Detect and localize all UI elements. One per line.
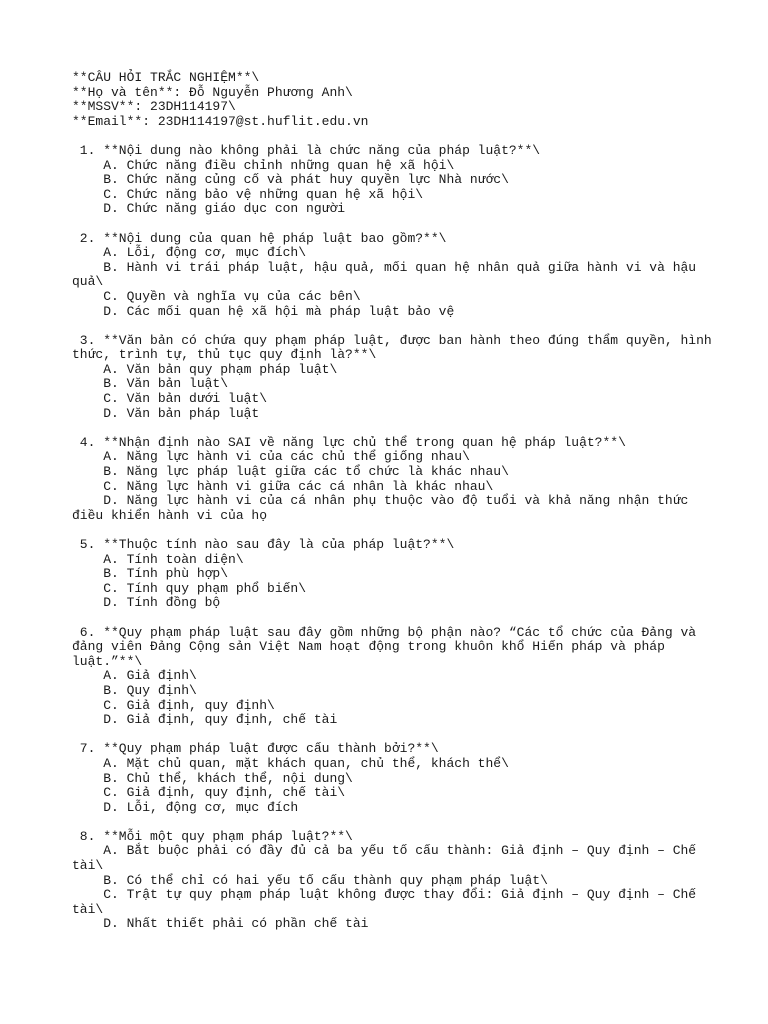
- option-d: D. Tính đồng bộ: [72, 595, 221, 611]
- blank-line: [72, 523, 696, 538]
- document-title: **CÂU HỎI TRẮC NGHIỆM**\: [72, 70, 260, 85]
- option-b: B. Năng lực pháp luật giữa các tổ chức là khác nhau\: [72, 464, 509, 480]
- option-c: C. Quyền và nghĩa vụ của các bên\: [72, 288, 361, 304]
- question-2: [72, 232, 696, 320]
- option-c: tài\: [72, 901, 104, 917]
- option-a: A. Giả định\: [72, 668, 197, 684]
- option-d: D. Giả định, quy định, chế tài: [72, 712, 338, 728]
- blank-line: [72, 728, 696, 743]
- option-d: D. Văn bản pháp luật: [72, 405, 260, 421]
- option-a: A. Mặt chủ quan, mặt khách quan, chủ thể, khách thể\: [72, 755, 509, 771]
- option-b: quả\: [72, 274, 104, 290]
- option-c: C. Năng lực hành vi giữa các cá nhân là khác nhau\: [72, 478, 494, 494]
- option-c: C. Văn bản dưới luật\: [72, 391, 268, 407]
- option-a: A. Văn bản quy phạm pháp luật\: [72, 361, 338, 377]
- option-a: A. Tính toàn diện\: [72, 551, 244, 567]
- option-b: B. Chủ thể, khách thể, nội dung\: [72, 770, 353, 786]
- option-b: B. Tính phù hợp\: [72, 566, 229, 582]
- option-a: A. Chức năng điều chỉnh những quan hệ xã hội\: [72, 157, 455, 173]
- question-text: thức, trình tự, thủ tục quy định là?**\: [72, 347, 377, 363]
- student-id: **MSSV**: 23DH114197\: [72, 99, 236, 115]
- question-7: [72, 742, 696, 815]
- question-text: 3. **Văn bản có chứa quy phạm pháp luật, được ban hành theo đúng thẩm quyền, hình: [72, 332, 712, 348]
- option-b: B. Có thể chỉ có hai yếu tố cấu thành quy phạm pháp luật\: [72, 872, 548, 888]
- blank-line: [72, 319, 696, 334]
- question-text: 2. **Nội dung của quan hệ pháp luật bao gồm?**\: [72, 230, 447, 246]
- question-text: 1. **Nội dung nào không phải là chức năng của pháp luật?**\: [72, 142, 541, 158]
- option-a: A. Lỗi, động cơ, mục đích\: [72, 245, 307, 261]
- option-d: D. Lỗi, động cơ, mục đích: [72, 799, 299, 815]
- question-text: 5. **Thuộc tính nào sau đây là của pháp luật?**\: [72, 537, 455, 552]
- option-b: B. Chức năng củng cố và phát huy quyền lực Nhà nước\: [72, 172, 509, 188]
- option-a: A. Năng lực hành vi của các chủ thể giống nhau\: [72, 449, 470, 465]
- student-email: **Email**: 23DH114197@st.huflit.edu.vn: [72, 113, 369, 129]
- question-1: [72, 144, 696, 217]
- option-c: C. Tính quy phạm phổ biến\: [72, 580, 307, 596]
- option-d: D. Nhất thiết phải có phần chế tài: [72, 916, 369, 932]
- blank-line: [72, 217, 696, 232]
- question-text: 6. **Quy phạm pháp luật sau đây gồm những bộ phận nào? “Các tổ chức của Đảng và: [72, 624, 697, 640]
- question-text: 7. **Quy phạm pháp luật được cấu thành bởi?**\: [72, 741, 439, 757]
- question-8: [72, 830, 696, 932]
- option-c: C. Trật tự quy phạm pháp luật không được thay đổi: Giả định – Quy định – Chế: [72, 887, 697, 903]
- option-a: A. Bắt buộc phải có đầy đủ cả ba yếu tố cấu thành: Giả định – Quy định – Chế: [72, 843, 697, 859]
- option-d: D. Các mối quan hệ xã hội mà pháp luật bảo vệ: [72, 303, 455, 319]
- question-text: 8. **Mỗi một quy phạm pháp luật?**\: [72, 828, 353, 844]
- question-list: [72, 129, 712, 932]
- option-a: tài\: [72, 858, 104, 874]
- option-b: B. Hành vi trái pháp luật, hậu quả, mối quan hệ nhân quả giữa hành vi và hậu: [72, 259, 697, 275]
- question-3: [72, 332, 712, 422]
- question-text: 4. **Nhận định nào SAI về năng lực chủ thể trong quan hệ pháp luật?**\: [72, 434, 626, 450]
- option-b: B. Văn bản luật\: [72, 376, 229, 392]
- option-d: D. Năng lực hành vi của cá nhân phụ thuộc vào độ tuổi và khả năng nhận thức: [72, 493, 689, 509]
- student-name: **Họ và tên**: Đỗ Nguyễn Phương Anh\: [72, 84, 353, 100]
- question-4: [72, 436, 696, 524]
- option-d: điều khiển hành vi của họ: [72, 507, 268, 523]
- option-d: D. Chức năng giáo dục con người: [72, 201, 346, 217]
- blank-line: [72, 815, 696, 830]
- question-6: [72, 626, 696, 728]
- question-text: luật.”**\: [72, 653, 143, 669]
- option-c: C. Giả định, quy định, chế tài\: [72, 785, 346, 801]
- question-5: [72, 538, 696, 611]
- blank-line: [72, 421, 696, 436]
- option-c: C. Chức năng bảo vệ những quan hệ xã hội\: [72, 186, 424, 202]
- blank-line: [72, 611, 696, 626]
- option-c: C. Giả định, quy định\: [72, 697, 275, 713]
- question-text: đảng viên Đảng Cộng sản Việt Nam hoạt động trong khuôn khổ Hiến pháp và pháp: [72, 639, 665, 655]
- option-b: B. Quy định\: [72, 682, 197, 698]
- blank-line: [72, 129, 696, 144]
- document-page: [72, 70, 712, 932]
